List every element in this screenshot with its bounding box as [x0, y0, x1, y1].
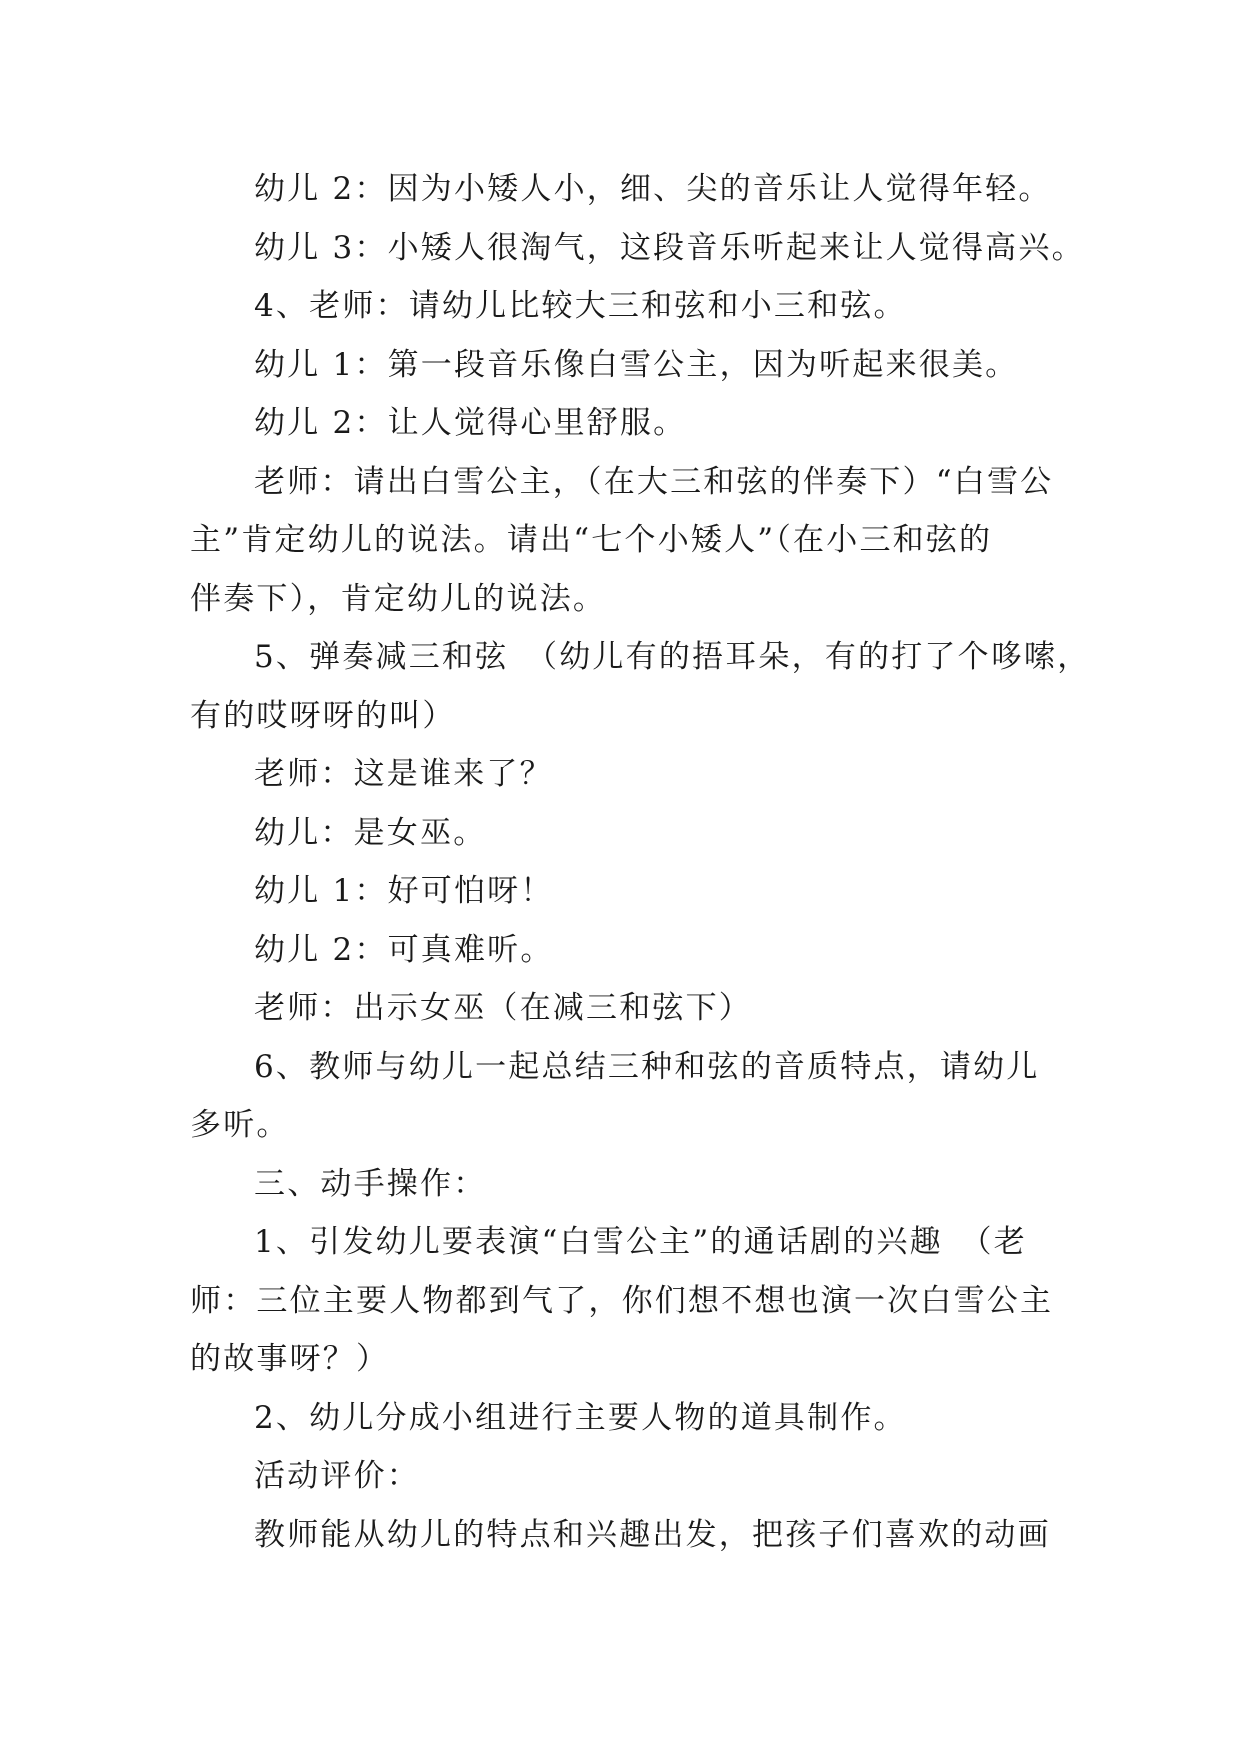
text-line: 2、幼儿分成小组进行主要人物的道具制作。: [254, 1399, 907, 1436]
paragraph: [190, 1038, 1060, 1155]
paragraph: [190, 1155, 1060, 1214]
paragraph: [190, 628, 1091, 745]
text-line: 5、弹奏减三和弦 （幼儿有的捂耳朵，有的打了个哆嗦，: [254, 639, 1091, 675]
text-line: 幼儿 1：第一段音乐像白雪公主，因为听起来很美。: [254, 346, 1019, 383]
text-line: 老师：请出白雪公主，（在大三和弦的伴奏下）“白雪公: [254, 463, 1054, 500]
text-line: 师：三位主要人物都到气了，你们想不想也演一次白雪公主: [190, 1282, 1054, 1319]
text-line: 老师：这是谁来了？: [254, 756, 553, 792]
text-line: 多听。: [190, 1107, 290, 1143]
paragraph: [190, 979, 1060, 1038]
text-line: 活动评价：: [254, 1458, 420, 1494]
paragraph: [190, 1506, 1060, 1565]
text-line: 伴奏下），肯定幼儿的说法。: [190, 580, 607, 617]
paragraph: [190, 745, 1060, 804]
text-line: 幼儿 3：小矮人很淘气，这段音乐听起来让人觉得高兴。: [254, 229, 1085, 266]
text-line: 幼儿 2：让人觉得心里舒服。: [254, 405, 687, 441]
paragraph: [190, 453, 1060, 629]
paragraph: [190, 336, 1060, 395]
text-line: 主”肯定幼儿的说法。请出“七个小矮人”（在小三和弦的: [190, 522, 993, 558]
document-body: [190, 160, 1091, 1564]
paragraph: [190, 160, 1060, 219]
paragraph: [190, 394, 1060, 453]
text-line: 1、引发幼儿要表演“白雪公主”的通话剧的兴趣 （老: [254, 1224, 1027, 1260]
paragraph: [190, 277, 1060, 336]
text-line: 幼儿：是女巫。: [254, 814, 487, 851]
paragraph: [190, 1389, 1060, 1448]
text-line: 有的哎呀呀的叫）: [190, 697, 456, 734]
text-line: 幼儿 2：因为小矮人小，细、尖的音乐让人觉得年轻。: [254, 171, 1052, 207]
text-line: 教师能从幼儿的特点和兴趣出发，把孩子们喜欢的动画: [254, 1516, 1051, 1553]
text-line: 幼儿 2：可真难听。: [254, 931, 554, 968]
paragraph: [190, 921, 1060, 980]
paragraph: [190, 1447, 1060, 1506]
text-line: 的故事呀？）: [190, 1341, 390, 1377]
text-line: 6、教师与幼儿一起总结三种和弦的音质特点，请幼儿: [254, 1048, 1040, 1085]
text-line: 幼儿 1：好可怕呀！: [254, 873, 554, 909]
paragraph: [190, 1213, 1060, 1389]
text-line: 4、老师：请幼儿比较大三和弦和小三和弦。: [254, 288, 907, 324]
text-line: 三、动手操作：: [254, 1165, 487, 1202]
paragraph: [190, 862, 1060, 921]
paragraph: [190, 219, 1085, 278]
text-line: 老师：出示女巫（在减三和弦下）: [254, 990, 752, 1026]
paragraph: [190, 804, 1060, 863]
